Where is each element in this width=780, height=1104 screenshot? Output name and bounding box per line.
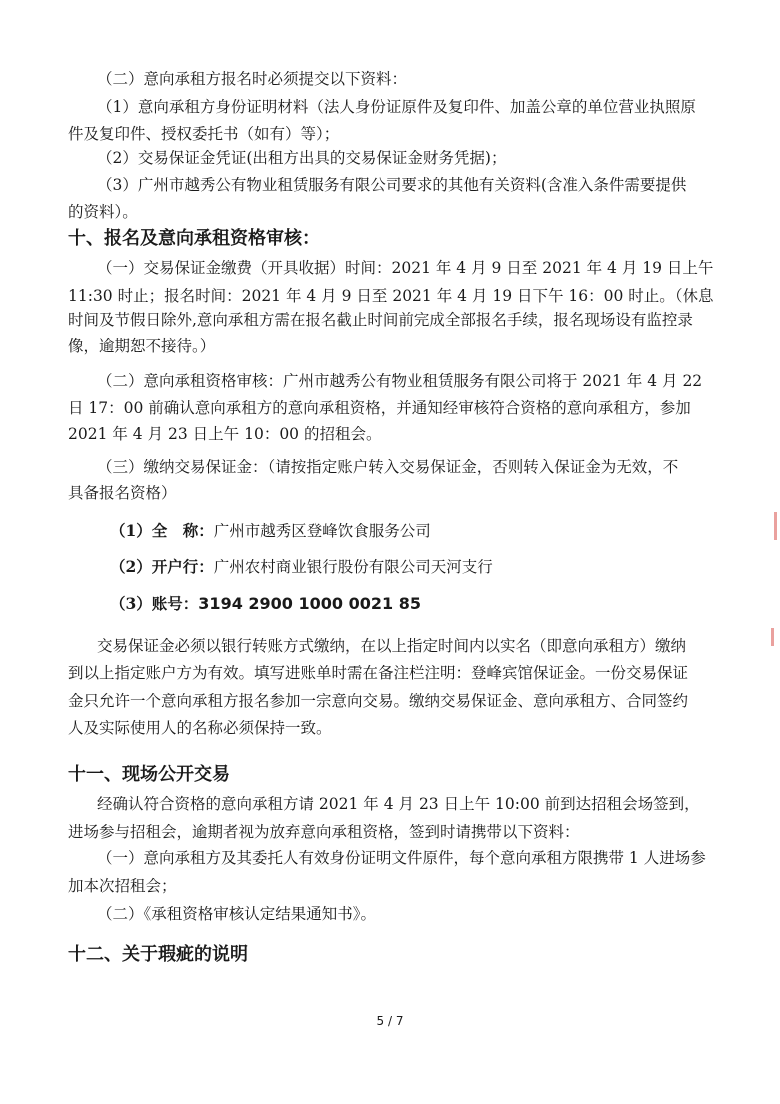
section-heading: 十一、现场公开交易 <box>68 764 230 785</box>
seal-edge-mark <box>774 512 777 540</box>
text-line: 日 17：00 前确认意向承租方的意向承租资格，并通知经审核符合资格的意向承租方，参加 <box>68 399 691 417</box>
text-line: 时间及节假日除外,意向承租方需在报名截止时间前完成全部报名手续，报名现场设有监控录 <box>68 311 693 329</box>
text-line: （1）意向承租方身份证明材料（法人身份证原件及复印件、加盖公章的单位营业执照原 <box>97 98 696 116</box>
text-line: 进场参与招租会，逾期者视为放弃意向承租资格，签到时请携带以下资料： <box>68 823 580 841</box>
text-line: （二）意向承租资格审核：广州市越秀公有物业租赁服务有限公司将于 2021 年 4 月 22 <box>97 372 703 390</box>
text-line: （一）意向承租方及其委托人有效身份证明文件原件，每个意向承租方限携带 1 人进场参 <box>97 849 706 867</box>
text-line: 交易保证金必须以银行转账方式缴纳，在以上指定时间内以实名（即意向承租方）缴纳 <box>97 637 687 655</box>
account-bank-value: 广州农村商业银行股份有限公司天河支行 <box>213 558 493 576</box>
text-line: （一）交易保证金缴费（开具收据）时间：2021 年 4 月 9 日至 2021 年 4 月 19 日上午 <box>97 259 714 277</box>
account-bank-row <box>110 557 493 577</box>
text-line: 11:30 时止；报名时间：2021 年 4 月 9 日至 2021 年 4 月 19 日下午 16：00 时止。（休息 <box>68 287 714 305</box>
account-number-label: （3）账号： <box>110 594 199 613</box>
text-line: 到以上指定账户方为有效。填写进账单时需在备注栏注明：登峰宾馆保证金。一份交易保证 <box>68 664 689 682</box>
section-heading: 十二、关于瑕疵的说明 <box>68 944 248 965</box>
text-line: （二）《承租资格审核认定结果通知书》。 <box>97 905 377 923</box>
text-line: （二）意向承租方报名时必须提交以下资料： <box>97 70 408 88</box>
account-name-label: （1）全 称： <box>110 521 214 540</box>
text-line: 金只允许一个意向承租方报名参加一宗意向交易。缴纳交易保证金、意向承租方、合同签约 <box>68 692 689 710</box>
text-line: 人及实际使用人的名称必须保持一致。 <box>68 719 332 737</box>
page-number: 5 / 7 <box>376 1014 404 1028</box>
text-line: 经确认符合资格的意向承租方请 2021 年 4 月 23 日上午 10:00 前到达招租会场签到， <box>97 795 700 813</box>
account-bank-label: （2）开户行： <box>110 557 214 576</box>
text-line: 件及复印件、授权委托书（如有）等）； <box>68 125 340 143</box>
account-name-row <box>110 521 431 541</box>
account-number-row <box>110 594 421 614</box>
text-line: 像，逾期恕不接待。） <box>68 337 216 355</box>
text-line: （三）缴纳交易保证金：（请按指定账户转入交易保证金，否则转入保证金为无效，不 <box>97 458 679 476</box>
text-line: 的资料）。 <box>68 203 138 221</box>
text-line: 加本次招租会； <box>68 877 177 895</box>
section-heading: 十、报名及意向承租资格审核： <box>68 228 320 249</box>
text-line: （3）广州市越秀公有物业租赁服务有限公司要求的其他有关资料(含准入条件需要提供 <box>97 176 687 194</box>
account-number-value: 3194 2900 1000 0021 85 <box>198 594 421 613</box>
text-line: （2）交易保证金凭证(出租方出具的交易保证金财务凭据)； <box>97 149 507 167</box>
text-line: 2021 年 4 月 23 日上午 10：00 的招租会。 <box>68 425 382 443</box>
account-name-value: 广州市越秀区登峰饮食服务公司 <box>213 522 431 540</box>
seal-edge-mark <box>771 628 774 646</box>
text-line: 具备报名资格） <box>68 484 177 502</box>
